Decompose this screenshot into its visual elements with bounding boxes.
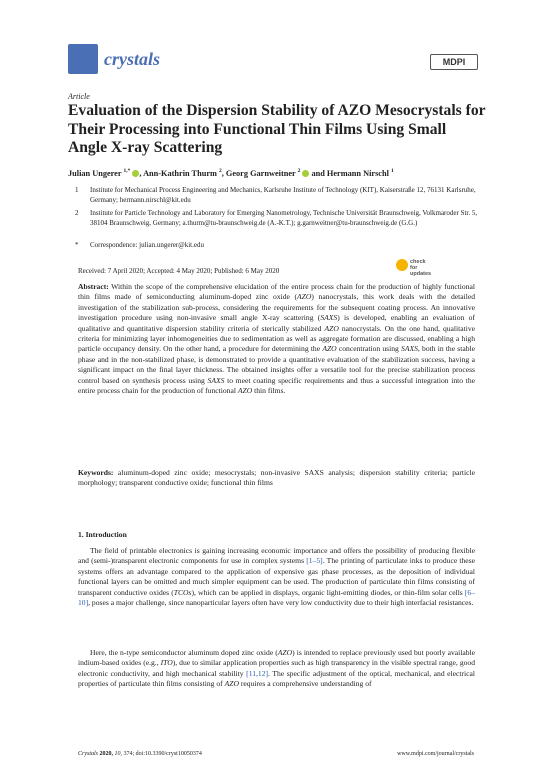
- author-name: Julian Ungerer: [68, 168, 124, 178]
- affiliation-marker: 2: [75, 209, 79, 217]
- text-run: The field of printable electronics is gaining increasing economic importance and offers the possibility of producing flexible and (semi-)transparent electronic components for use in complex systems: [78, 546, 475, 566]
- italic-term: AZO: [324, 323, 339, 333]
- publication-dates: Received: 7 April 2020; Accepted: 4 May 2020; Published: 6 May 2020: [78, 267, 280, 275]
- italic-term: ITO: [160, 658, 173, 668]
- text-run: nanocrystals. On the one hand, qualitative criteria for minimizing layer inhomogeneities due to sedimentation as well as aggregate formation are discussed, enabling a high particle occupancy density. On the other hand, a procedure for determining the: [78, 323, 475, 354]
- author-affiliation-marker: 2: [297, 168, 301, 174]
- check-updates-icon: [396, 259, 408, 271]
- text-run: thin films.: [252, 386, 286, 396]
- crystals-logo-icon: [68, 44, 98, 74]
- author-name: Hermann Nirschl: [326, 168, 391, 178]
- affiliation-marker: *: [75, 241, 79, 249]
- abstract: [78, 282, 475, 396]
- affiliation-text: Institute for Mechanical Process Engineering and Mechanics, Karlsruhe Institute of Technology (KIT), Kaiserstraße 12, 76131 Karlsruhe, Germany; hermann.nirschl@kit.edu: [90, 186, 476, 204]
- citation-link[interactable]: [6–10]: [78, 587, 475, 608]
- italic-term: SAXS: [207, 375, 225, 385]
- text-run: to meet coating specific requirements and thus a successful integration into the entire process chain for the production of functional: [78, 375, 475, 396]
- footer-doi: , 374; doi:10.3390/cryst10050374: [120, 751, 202, 757]
- footer-year: 2020,: [98, 751, 114, 757]
- section-heading: 1. Introduction: [78, 530, 127, 539]
- text-run: . The printing of particulate inks to produce these systems offers an advantage compared to the application of expensive gas phase processes, as the deposition of individual functional layers can be omitted and much simpler equipment can be used. The production of particulate thin films consisting of transparent conductive oxides (: [78, 556, 475, 597]
- footer-volume: 10: [113, 751, 121, 757]
- journal-name: crystals: [104, 49, 160, 69]
- text-run: , poses a major challenge, since nanoparticular layers often have very low conductivity due to their high interfacial resistances.: [88, 598, 474, 608]
- abstract-body: [78, 282, 475, 395]
- footer-citation: [78, 751, 202, 757]
- affiliation-marker: 1: [75, 186, 79, 194]
- mdpi-logo: MDPI: [430, 54, 478, 70]
- paragraph-2: [78, 648, 475, 690]
- check-for-updates-badge[interactable]: [396, 259, 434, 275]
- author-separator: and: [309, 168, 327, 178]
- text-run: concentration using: [336, 344, 402, 354]
- author-name: Georg Garnweitner: [225, 168, 298, 178]
- author-affiliation-marker: 1: [391, 168, 394, 174]
- keywords-text: aluminum-doped zinc oxide; mesocrystals; non-invasive SAXS analysis; dispersion stability criteria; particle morphology; transparent conductive oxide; functional thin films: [78, 468, 475, 488]
- author-name: Ann-Kathrin Thurm: [143, 168, 219, 178]
- author-separator: ,: [139, 168, 144, 178]
- text-run: ) is intended to replace previously used but poorly available indium-based oxides (e.g.,: [78, 648, 475, 668]
- text-run: Here, the n-type semiconductor aluminum doped zinc oxide (: [90, 648, 278, 657]
- author-separator: ,: [221, 168, 226, 178]
- keywords-label: Keywords:: [78, 468, 114, 477]
- italic-term: AZO: [277, 648, 293, 657]
- italic-term: SAXS: [320, 313, 338, 323]
- italic-term: AZO: [224, 679, 239, 689]
- citation-link[interactable]: [11,12]: [246, 668, 269, 678]
- author-list: [68, 168, 488, 178]
- paragraph-1: [78, 546, 475, 608]
- italic-term: AZO: [297, 292, 312, 302]
- check-updates-line1: check for: [410, 259, 426, 271]
- article-type: Article: [68, 92, 90, 101]
- text-run: . The specific adjustment of the optical, mechanical, and electrical properties of particulate thin films consisting of: [78, 668, 475, 689]
- italic-term: AZO: [237, 386, 253, 396]
- author-affiliation-marker: 1,*: [123, 168, 131, 174]
- text-run: ) nanocrystals, this work deals with the detailed investigation of the stabilization sub-process, considering the requirements for the subsequent coating process. An innovative investigation procedure using non-invasive small angle X-ray scattering (: [78, 292, 475, 323]
- italic-term: AZO: [322, 344, 337, 354]
- italic-term: TCOs: [173, 587, 192, 597]
- author-affiliation-marker: 2: [218, 168, 222, 174]
- text-run: ), which can be applied in displays, organic light-emitting diodes, or thin-film solar cells: [191, 587, 465, 597]
- affiliation-text: Correspondence: julian.ungerer@kit.edu: [90, 241, 204, 249]
- text-run: ) is developed, enabling an evaluation of qualitative and quantitative dispersion stability criteria of sterically stabilized: [78, 313, 476, 333]
- text-run: ), due to similar application properties such as high transparency in the visible spectral range, good electronic conductivity, and high mechanical stability: [78, 658, 476, 678]
- abstract-label: Abstract:: [78, 282, 109, 291]
- footer-url[interactable]: www.mdpi.com/journal/crystals: [397, 751, 474, 757]
- affiliation-text: Institute for Particle Technology and Laboratory for Emerging Nanometrology, Technische Universität Braunschweig, Volkmaroder Str. 5, 38104 Braunschweig, Germany; a.thurm@tu-braunschweig.de (A.-K.T.); g.garnweitner@tu-braunschweig.de (G.G.): [90, 209, 478, 227]
- paper-title: Evaluation of the Dispersion Stability of AZO Mesocrystals for Their Processing into Functional Thin Films Using Small Angle X-ray Scattering: [68, 102, 486, 156]
- text-run: requires a comprehensive understanding of: [238, 679, 372, 689]
- text-run: Within the scope of the comprehensive elucidation of the entire process chain for the production of highly functional thin films made of semiconducting aluminum-doped zinc oxide (: [78, 282, 475, 302]
- italic-term: SAXS: [401, 344, 418, 354]
- citation-link[interactable]: [1–5]: [306, 556, 323, 566]
- footer-journal: Crystals: [78, 751, 99, 757]
- check-updates-line2: updates: [410, 271, 432, 277]
- keywords: [78, 468, 475, 489]
- text-run: , both in the stable phase and in the non-stabilized phase, is demonstrated to provide a quantitative evaluation of the stabilization success, having a significant impact on the final layer thickness. The obtained insights offer a versatile tool for the precise stabilization process control based on synthesis process using: [78, 344, 476, 385]
